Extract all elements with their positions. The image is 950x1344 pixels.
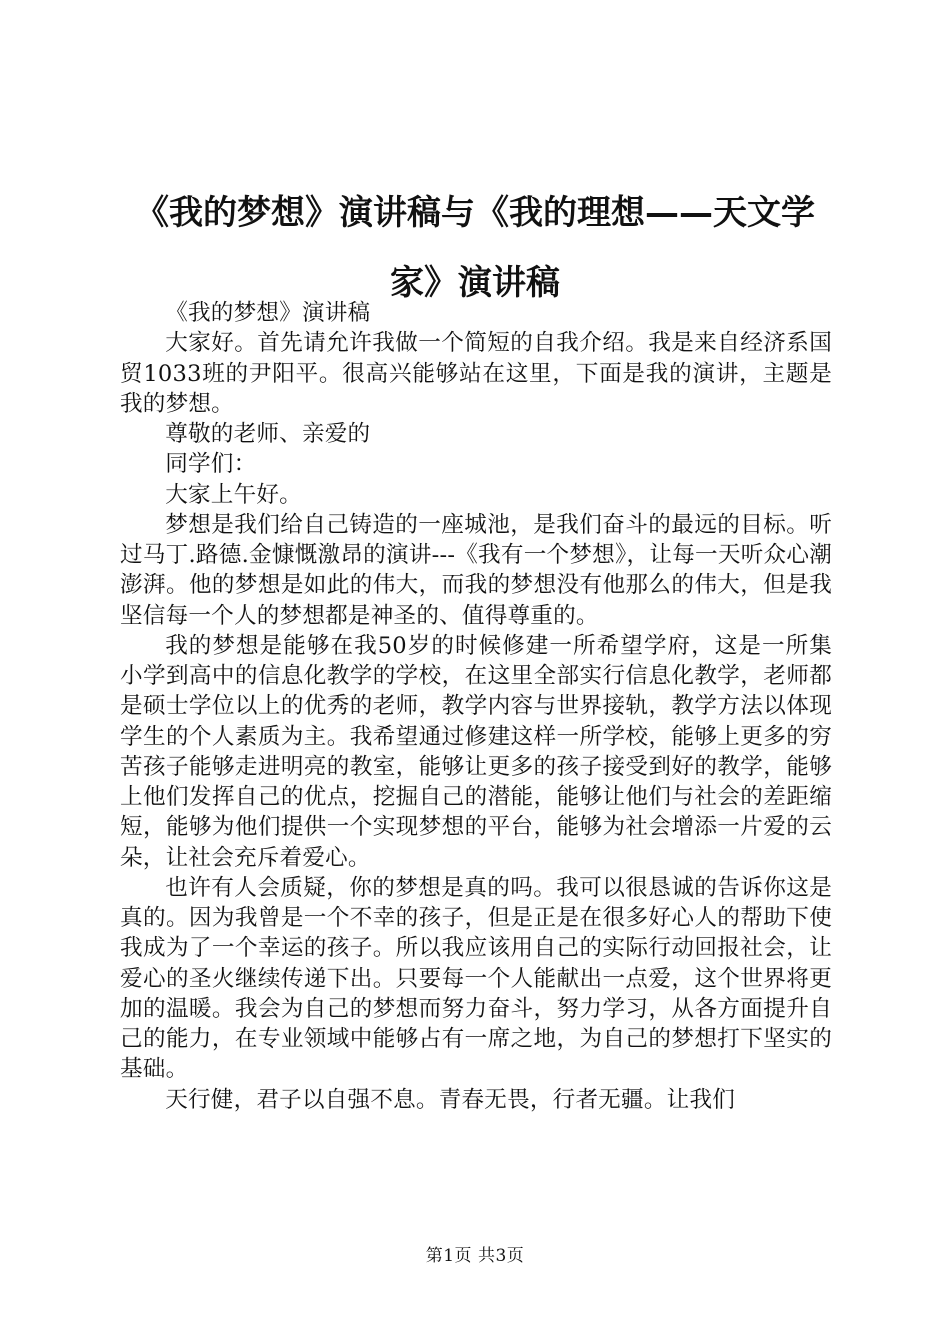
paragraph-salutation-teachers: 尊敬的老师、亲爱的 [165,421,371,447]
paragraph-salutation-students: 同学们： [165,451,257,478]
paragraph-greeting: 大家上午好。 [165,481,302,508]
paragraph-dream-school: 我的梦想是能够在我50岁的时候修建一所希望学府，这是一所集小学到高中的信息化教学的学校，在这里全部实行信息化教学，老师都是硕士学位以上的优秀的老师，教学内容与世界接轨，教学方法以体现学生的个人素质为主。我希望通过修建这样一所学校，能够上更多的穷苦孩子能够走进明亮的教室，能够让更多的孩子接受到好的教学，能够上他们发挥自己的优点，挖掘自己的潜能，能够让他们与社会的差距缩短，能够为他们提供一个实现梦想的平台，能够为社会增添一片爱的云朵，让社会充斥着爱心。 [120,632,832,871]
paragraph-closing-start: 天行健，君子以自强不息。青春无畏，行者无疆。让我们 [165,1086,736,1113]
document-body [120,298,832,1115]
paragraph-introduction: 大家好。首先请允许我做一个简短的自我介绍。我是来自经济系国贸1033班的尹阳平。很高兴能够站在这里，下面是我的演讲，主题是我的梦想。 [120,330,832,417]
paragraph-dream-definition: 梦想是我们给自己铸造的一座城池，是我们奋斗的最远的目标。听过马丁.路德.金慷慨激昂的演讲---《我有一个梦想》，让每一天听众心潮澎湃。他的梦想是如此的伟大，而我的梦想没有他那么的伟大，但是我坚信每一个人的梦想都是神圣的、值得尊重的。 [120,511,832,629]
paragraph-speech-heading: 《我的梦想》演讲稿 [165,300,371,326]
document-title: 《我的梦想》演讲稿与《我的理想——天文学家》演讲稿 [135,193,815,303]
page-footer: 第1页 共3页 [425,1246,525,1266]
paragraph-dream-reason: 也许有人会质疑，你的梦想是真的吗。我可以很恳诚的告诉你这是真的。因为我曾是一个不幸的孩子，但是正是在很多好心人的帮助下使我成为了一个幸运的孩子。所以我应该用自己的实际行动回报社会，让爱心的圣火继续传递下出。只要每一个人能献出一点爱，这个世界将更加的温暖。我会为自己的梦想而努力奋斗，努力学习，从各方面提升自己的能力，在专业领域中能够占有一席之地，为自己的梦想打下坚实的基础。 [120,874,832,1083]
